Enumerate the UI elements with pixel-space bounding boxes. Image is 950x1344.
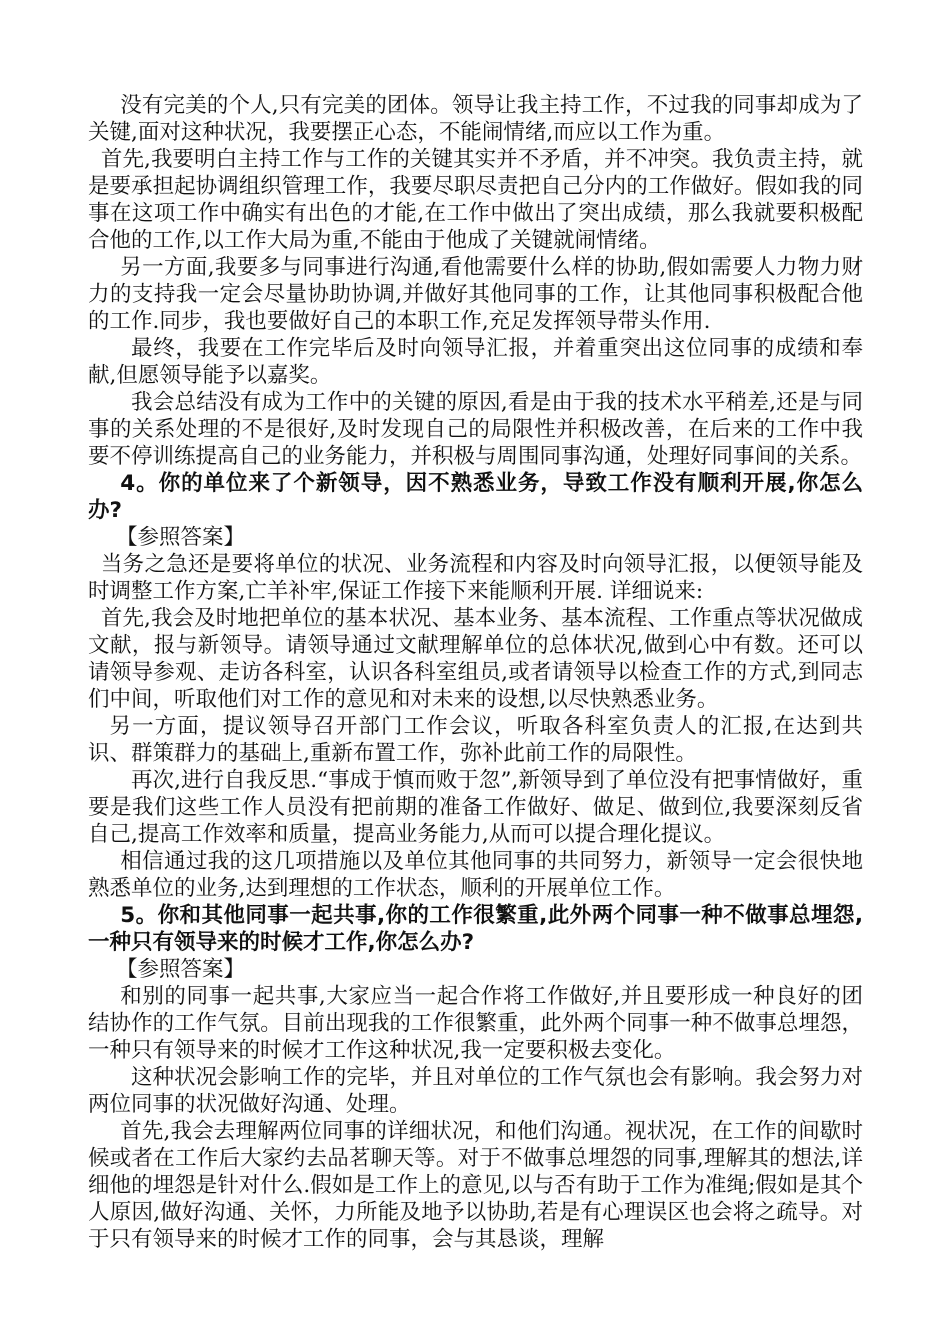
document-page <box>88 92 863 1253</box>
question-heading: 5。你和其他同事一起共事,你的工作很繁重,此外两个同事一种不做事总埋怨,一种只有领导来的时候才工作,你怎么办? <box>88 903 863 955</box>
paragraph: 我会总结没有成为工作中的关键的原因,看是由于我的技术水平稍差,还是与同事的关系处理的不是很好,及时发现自己的局限性并积极改善，在后来的工作中我要不停训练提高自己的业务能力，并积极与周围同事沟通，处理好同事间的关系。 <box>88 390 863 469</box>
paragraph: 相信通过我的这几项措施以及单位其他同事的共同努力，新领导一定会很快地熟悉单位的业务,达到理想的工作状态，顺利的开展单位工作。 <box>88 849 863 901</box>
paragraph: 没有完美的个人,只有完美的团体。领导让我主持工作，不过我的同事却成为了关键,面对这种状况，我要摆正心态，不能闹情绪,而应以工作为重。 <box>88 93 863 145</box>
paragraph: 和别的同事一起共事,大家应当一起合作将工作做好,并且要形成一种良好的团结协作的工作气氛。目前出现我的工作很繁重，此外两个同事一种不做事总埋怨，一种只有领导来的时候才工作这种状况,我一定要积极去变化。 <box>88 984 863 1063</box>
question-heading: 4。你的单位来了个新领导，因不熟悉业务，导致工作没有顺利开展,你怎么办? <box>88 471 863 523</box>
paragraph: 另一方面，提议领导召开部门工作会议，听取各科室负责人的汇报,在达到共识、群策群力的基础上,重新布置工作，弥补此前工作的局限性。 <box>88 714 863 766</box>
paragraph: 首先,我会及时地把单位的基本状况、基本业务、基本流程、工作重点等状况做成文献，报与新领导。请领导通过文献理解单位的总体状况,做到心中有数。还可以请领导参观、走访各科室，认识各科室组员,或者请领导以检查工作的方式,到同志们中间，听取他们对工作的意见和对未来的设想,以尽快熟悉业务。 <box>88 606 863 712</box>
reference-answer-label: 【参照答案】 <box>115 957 245 982</box>
paragraph: 首先,我会去理解两位同事的详细状况，和他们沟通。视状况，在工作的间歇时候或者在工作后大家约去品茗聊天等。对于不做事总埋怨的同事,理解其的想法,详细他的埋怨是针对什么.假如是工作上的意见,以与否有助于工作为准绳;假如是其个人原因,做好沟通、关怀，力所能及地予以协助,若是有心理误区也会将之疏导。对于只有领导来的时候才工作的同事，会与其恳谈，理解 <box>88 1119 863 1252</box>
paragraph: 这种状况会影响工作的完毕，并且对单位的工作气氛也会有影响。我会努力对两位同事的状况做好沟通、处理。 <box>88 1065 863 1117</box>
paragraph: 另一方面,我要多与同事进行沟通,看他需要什么样的协助,假如需要人力物力财力的支持我一定会尽量协助协调,并做好其他同事的工作，让其他同事积极配合他的工作.同步，我也要做好自己的本职工作,充足发挥领导带头作用. <box>88 255 863 334</box>
reference-answer-label: 【参照答案】 <box>115 525 245 550</box>
paragraph: 当务之急还是要将单位的状况、业务流程和内容及时向领导汇报，以便领导能及时调整工作方案,亡羊补牢,保证工作接下来能顺利开展. 详细说来: <box>88 552 863 604</box>
paragraph: 首先,我要明白主持工作与工作的关键其实并不矛盾，并不冲突。我负责主持，就是要承担起协调组织管理工作，我要尽职尽责把自己分内的工作做好。假如我的同事在这项工作中确实有出色的才能,在工作中做出了突出成绩，那么我就要积极配合他的工作,以工作大局为重,不能由于他成了关键就闹情绪。 <box>88 147 863 253</box>
paragraph: 再次,进行自我反思.“事成于慎而败于忽”,新领导到了单位没有把事情做好，重要是我们这些工作人员没有把前期的准备工作做好、做足、做到位,我要深刻反省自己,提高工作效率和质量，提高业务能力,从而可以提合理化提议。 <box>88 768 863 847</box>
paragraph: 最终，我要在工作完毕后及时向领导汇报，并着重突出这位同事的成绩和奉献,但愿领导能予以嘉奖。 <box>88 336 863 388</box>
